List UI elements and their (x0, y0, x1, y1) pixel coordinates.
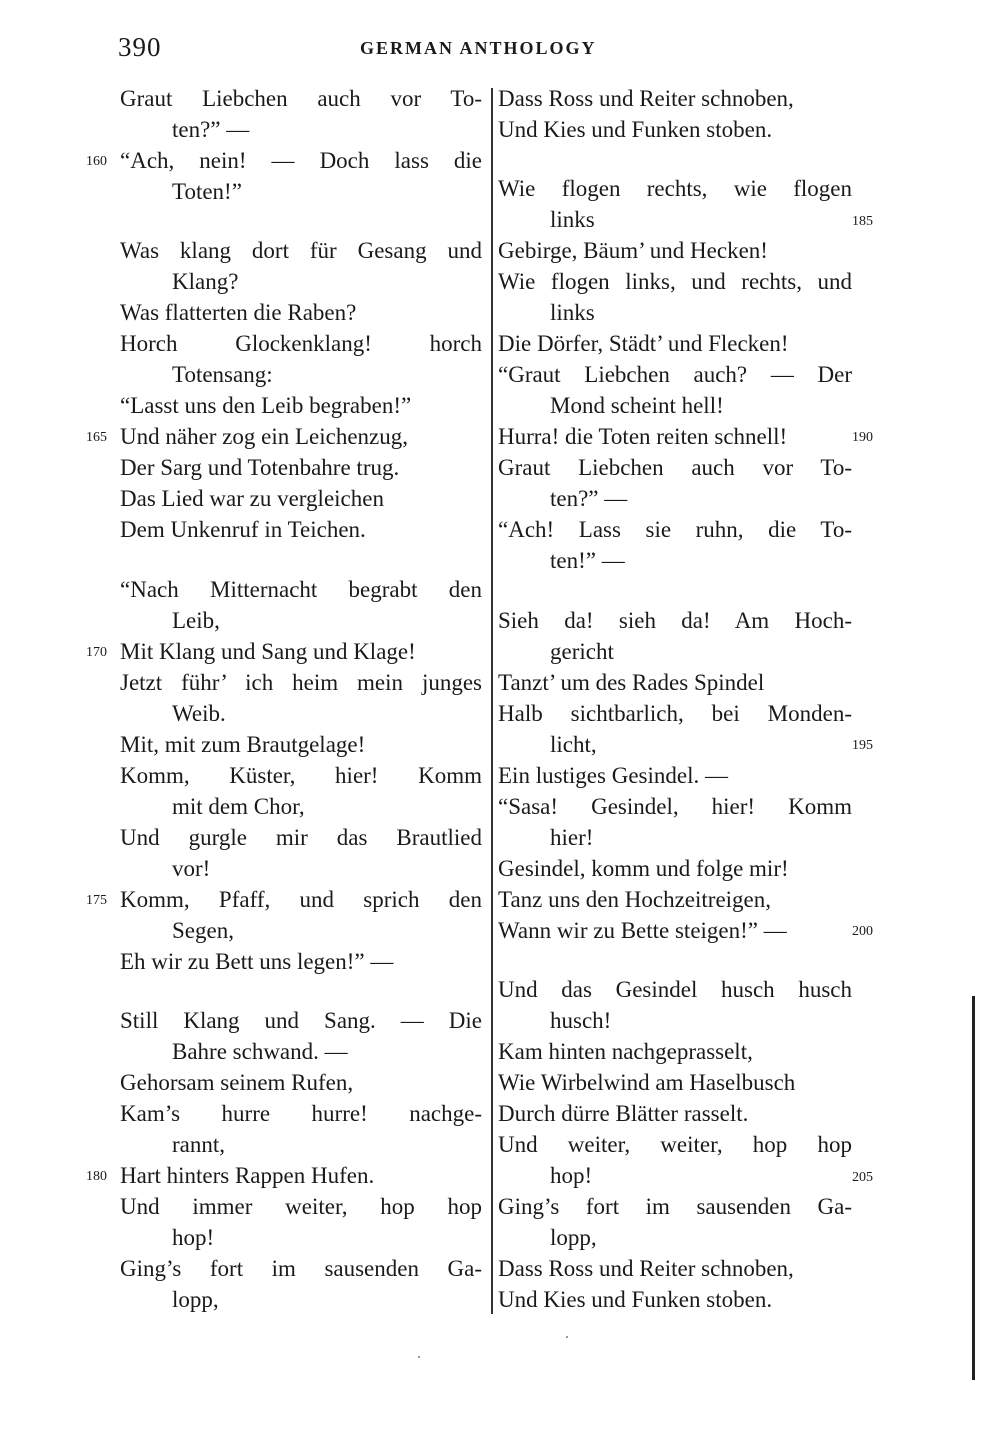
verse-line: hop! (550, 1163, 593, 1188)
verse-line: Klang? (172, 269, 239, 294)
verse-line: Kam hinten nachgeprasselt, (498, 1039, 753, 1064)
verse-line: hop! (172, 1225, 215, 1250)
line-number: 180 (86, 1169, 107, 1184)
scan-speck (566, 1336, 568, 1338)
verse-line: Graut Liebchen auch vor To- (120, 86, 482, 111)
verse-line: Und gurgle mir das Brautlied (120, 825, 482, 850)
verse-line: rannt, (172, 1132, 226, 1157)
verse-line: Und immer weiter, hop hop (120, 1194, 482, 1219)
line-number: 200 (852, 924, 873, 939)
scan-speck (418, 1356, 420, 1358)
verse-line: links (550, 207, 595, 232)
verse-line: Eh wir zu Bett uns legen!” — (120, 949, 394, 974)
verse-line: ten?” — (172, 117, 250, 142)
verse-line: Was klang dort für Gesang und (120, 238, 482, 263)
verse-line: Mit, mit zum Brautgelage! (120, 732, 366, 757)
verse-line: Gehorsam seinem Rufen, (120, 1070, 354, 1095)
verse-line: Horch Glockenklang! horch (120, 331, 482, 356)
verse-line: Wie flogen links, und rechts, und (498, 269, 852, 294)
verse-line: gericht (550, 639, 614, 664)
verse-line: Ging’s fort im sausenden Ga- (120, 1256, 482, 1281)
verse-line: Weib. (172, 701, 226, 726)
page-number: 390 (118, 32, 162, 62)
verse-line: Leib, (172, 608, 220, 633)
verse-line: “Lasst uns den Leib begraben!” (120, 393, 412, 418)
verse-line: lopp, (550, 1225, 597, 1250)
line-number: 175 (86, 893, 107, 908)
verse-line: mit dem Chor, (172, 794, 305, 819)
running-head: GERMAN ANTHOLOGY (360, 38, 597, 58)
verse-line: Mit Klang und Sang und Klage! (120, 639, 416, 664)
verse-line: Was flatterten die Raben? (120, 300, 357, 325)
verse-line: Wie Wirbelwind am Haselbusch (498, 1070, 796, 1095)
verse-line: Toten!” (172, 179, 242, 204)
verse-line: Hurra! die Toten reiten schnell! (498, 424, 788, 449)
verse-line: Und Kies und Funken stoben. (498, 1287, 773, 1312)
verse-line: Dass Ross und Reiter schnoben, (498, 86, 794, 111)
verse-line: Dem Unkenruf in Teichen. (120, 517, 366, 542)
verse-line: links (550, 300, 595, 325)
verse-line: Bahre schwand. — (172, 1039, 348, 1064)
verse-line: “Ach, nein! — Doch lass die (120, 148, 482, 173)
verse-line: “Graut Liebchen auch? — Der (498, 362, 852, 387)
verse-line: “Sasa! Gesindel, hier! Komm (498, 794, 852, 819)
verse-line: licht, (550, 732, 597, 757)
verse-line: Wann wir zu Bette steigen!” — (498, 918, 787, 943)
line-number: 185 (852, 214, 873, 229)
verse-line: Und Kies und Funken stoben. (498, 117, 773, 142)
verse-line: Graut Liebchen auch vor To- (498, 455, 852, 480)
verse-line: Und weiter, weiter, hop hop (498, 1132, 852, 1157)
line-number: 170 (86, 645, 107, 660)
scan-edge-mark (972, 996, 975, 1380)
verse-line: Gebirge, Bäum’ und Hecken! (498, 238, 768, 263)
verse-line: Tanz uns den Hochzeitreigen, (498, 887, 772, 912)
verse-line: Still Klang und Sang. — Die (120, 1008, 482, 1033)
line-number: 160 (86, 154, 107, 169)
verse-line: ten?” — (550, 486, 628, 511)
verse-line: Die Dörfer, Städt’ und Flecken! (498, 331, 789, 356)
verse-line: Durch dürre Blätter rasselt. (498, 1101, 749, 1126)
line-number: 190 (852, 430, 873, 445)
verse-line: Wie flogen rechts, wie flogen (498, 176, 852, 201)
line-number: 165 (86, 430, 107, 445)
line-number: 195 (852, 738, 873, 753)
verse-line: vor! (172, 856, 211, 881)
verse-line: Dass Ross und Reiter schnoben, (498, 1256, 794, 1281)
verse-line: Ein lustiges Gesindel. — (498, 763, 728, 788)
verse-line: Tanzt’ um des Rades Spindel (498, 670, 765, 695)
column-divider (491, 88, 493, 1314)
verse-line: Und das Gesindel husch husch (498, 977, 852, 1002)
verse-line: “Ach! Lass sie ruhn, die To- (498, 517, 852, 542)
verse-line: Komm, Pfaff, und sprich den (120, 887, 482, 912)
verse-line: Segen, (172, 918, 234, 943)
verse-line: Gesindel, komm und folge mir! (498, 856, 789, 881)
verse-line: “Nach Mitternacht begrabt den (120, 577, 482, 602)
verse-line: ten!” — (550, 548, 625, 573)
verse-line: Hart hinters Rappen Hufen. (120, 1163, 375, 1188)
verse-line: Halb sichtbarlich, bei Monden- (498, 701, 852, 726)
verse-line: Der Sarg und Totenbahre trug. (120, 455, 400, 480)
verse-line: hier! (550, 825, 594, 850)
verse-line: Das Lied war zu vergleichen (120, 486, 384, 511)
verse-line: husch! (550, 1008, 612, 1033)
line-number: 205 (852, 1170, 873, 1185)
verse-line: Kam’s hurre hurre! nachge- (120, 1101, 482, 1126)
verse-line: Jetzt führ’ ich heim mein junges (120, 670, 482, 695)
verse-line: Sieh da! sieh da! Am Hoch- (498, 608, 852, 633)
verse-line: Komm, Küster, hier! Komm (120, 763, 482, 788)
verse-line: Mond scheint hell! (550, 393, 724, 418)
verse-line: Und näher zog ein Leichenzug, (120, 424, 409, 449)
verse-line: lopp, (172, 1287, 219, 1312)
verse-line: Totensang: (172, 362, 273, 387)
verse-line: Ging’s fort im sausenden Ga- (498, 1194, 852, 1219)
